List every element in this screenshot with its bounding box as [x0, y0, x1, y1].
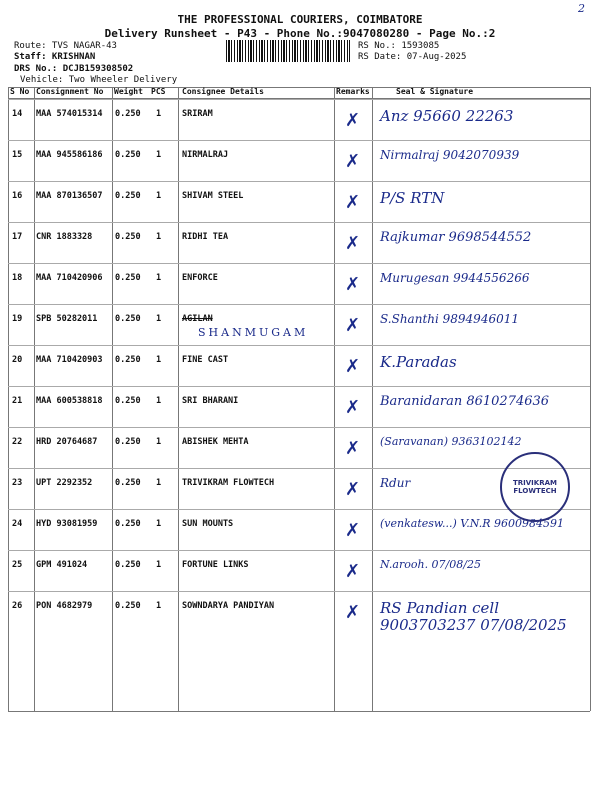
signature: (venkatesw...) V.N.R 9600984591 [380, 517, 564, 530]
cell-pcs: 1 [156, 437, 162, 447]
signature: Murugesan 9944556266 [380, 271, 530, 285]
cell-consignment: HRD 20764687 [36, 437, 98, 447]
remarks-mark-icon: ✗ [345, 561, 361, 582]
cell-weight: 0.250 [115, 560, 141, 570]
cell-consignment: MAA 600538818 [36, 396, 103, 406]
cell-consignment: MAA 945586186 [36, 150, 103, 160]
cell-pcs: 1 [156, 355, 162, 365]
cell-sno: 15 [12, 150, 23, 160]
cell-pcs: 1 [156, 191, 162, 201]
remarks-mark-icon: ✗ [345, 397, 361, 418]
runsheet-subtitle: Delivery Runsheet - P43 - Phone No.:9047080280 - Page No.:2 [104, 27, 496, 40]
cell-consignee: ABISHEK MEHTA [182, 437, 249, 447]
col-sno: S No [10, 87, 30, 96]
table-row [8, 304, 590, 346]
cell-weight: 0.250 [115, 478, 141, 488]
cell-weight: 0.250 [115, 273, 141, 283]
vehicle-label: Vehicle: Two Wheeler Delivery [20, 75, 178, 85]
corner-mark: 2 [578, 2, 585, 15]
cell-consignment: MAA 870136507 [36, 191, 103, 201]
cell-pcs: 1 [156, 150, 162, 160]
signature: Rajkumar 9698544552 [380, 230, 532, 245]
col-pcs: PCS [151, 87, 166, 96]
cell-consignee: SUN MOUNTS [182, 519, 234, 529]
cell-sno: 18 [12, 273, 23, 283]
cell-weight: 0.250 [115, 109, 141, 119]
remarks-mark-icon: ✗ [345, 520, 361, 541]
table-row [8, 386, 590, 428]
signature: RS Pandian cell 9003703237 07/08/2025 [380, 599, 567, 635]
remarks-mark-icon: ✗ [345, 151, 361, 172]
cell-pcs: 1 [156, 560, 162, 570]
cell-consignee: SHIVAM STEEL [182, 191, 244, 201]
cell-pcs: 1 [156, 396, 162, 406]
company-stamp: TRIVIKRAM FLOWTECH [500, 452, 570, 522]
signature: (Saravanan) 9363102142 [380, 435, 522, 448]
cell-consignee: FORTUNE LINKS [182, 560, 249, 570]
cell-pcs: 1 [156, 314, 162, 324]
cell-pcs: 1 [156, 109, 162, 119]
table-row [8, 263, 590, 305]
cell-sno: 16 [12, 191, 23, 201]
cell-weight: 0.250 [115, 191, 141, 201]
staff-label: Staff: KRISHNAN [14, 52, 96, 62]
rs-date: RS Date: 07-Aug-2025 [358, 52, 467, 62]
signature: S.Shanthi 9894946011 [380, 312, 519, 326]
cell-weight: 0.250 [115, 314, 141, 324]
cell-weight: 0.250 [115, 396, 141, 406]
remarks-mark-icon: ✗ [345, 602, 361, 623]
signature: Nirmalraj 9042070939 [380, 148, 520, 162]
cell-consignment: MAA 710420903 [36, 355, 103, 365]
table-row [8, 591, 590, 712]
cell-sno: 20 [12, 355, 23, 365]
cell-sno: 21 [12, 396, 23, 406]
cell-consignment: MAA 710420906 [36, 273, 103, 283]
table-row [8, 509, 590, 551]
cell-consignee: SRIRAM [182, 109, 213, 119]
signature: Baranidaran 8610274636 [380, 394, 550, 409]
cell-weight: 0.250 [115, 519, 141, 529]
cell-consignee: TRIVIKRAM FLOWTECH [182, 478, 275, 488]
cell-weight: 0.250 [115, 232, 141, 242]
cell-consignment: PON 4682979 [36, 601, 93, 611]
cell-sno: 23 [12, 478, 23, 488]
signature: K.Paradas [380, 353, 457, 371]
cell-weight: 0.250 [115, 150, 141, 160]
cell-weight: 0.250 [115, 437, 141, 447]
company-title: THE PROFESSIONAL COURIERS, COIMBATORE [177, 13, 423, 26]
remarks-mark-icon: ✗ [345, 438, 361, 459]
remarks-mark-icon: ✗ [345, 479, 361, 500]
cell-consignment: GPM 491024 [36, 560, 88, 570]
route-label: Route: TVS NAGAR-43 [14, 41, 117, 51]
cell-consignment: SPB 50282011 [36, 314, 98, 324]
cell-consignee: NIRMALRAJ [182, 150, 229, 160]
cell-consignment: MAA 574015314 [36, 109, 103, 119]
cell-weight: 0.250 [115, 601, 141, 611]
cell-pcs: 1 [156, 273, 162, 283]
cell-consignment: HYD 93081959 [36, 519, 98, 529]
cell-sno: 25 [12, 560, 23, 570]
col-weight: Weight [114, 87, 143, 96]
cell-sno: 17 [12, 232, 23, 242]
drs-label: DRS No.: DCJB159308502 [14, 64, 134, 74]
remarks-mark-icon: ✗ [345, 192, 361, 213]
col-consignee: Consignee Details [182, 87, 264, 96]
cell-weight: 0.250 [115, 355, 141, 365]
cell-consignee: ENFORCE [182, 273, 218, 283]
cell-pcs: 1 [156, 232, 162, 242]
cell-pcs: 1 [156, 601, 162, 611]
cell-consignee: RIDHI TEA [182, 232, 229, 242]
cell-sno: 26 [12, 601, 23, 611]
col-remarks: Remarks [336, 87, 370, 96]
table-row [8, 99, 590, 141]
cell-sno: 22 [12, 437, 23, 447]
cell-consignee: FINE CAST [182, 355, 229, 365]
remarks-mark-icon: ✗ [345, 110, 361, 131]
table-row [8, 181, 590, 223]
remarks-mark-icon: ✗ [345, 356, 361, 377]
cell-pcs: 1 [156, 478, 162, 488]
remarks-mark-icon: ✗ [345, 233, 361, 254]
table-row [8, 427, 590, 469]
rs-number: RS No.: 1593085 [358, 41, 440, 51]
row19-handwritten-note: SHANMUGAM [198, 326, 309, 339]
table-row [8, 222, 590, 264]
signature: P/S RTN [380, 189, 445, 207]
col-seal: Seal & Signature [396, 87, 474, 96]
signature: N.arooh. 07/08/25 [380, 558, 481, 571]
cell-consignment: UPT 2292352 [36, 478, 93, 488]
cell-consignee: SOWNDARYA PANDIYAN [182, 601, 275, 611]
cell-pcs: 1 [156, 519, 162, 529]
table-row [8, 140, 590, 182]
col-consignment: Consignment No [36, 87, 104, 96]
cell-sno: 24 [12, 519, 23, 529]
table-row [8, 345, 590, 387]
cell-consignment: CNR 1883328 [36, 232, 93, 242]
cell-sno: 14 [12, 109, 23, 119]
signature: Anz 95660 22263 [380, 107, 514, 125]
remarks-mark-icon: ✗ [345, 315, 361, 336]
barcode [226, 40, 350, 62]
cell-sno: 19 [12, 314, 23, 324]
table-row [8, 550, 590, 592]
remarks-mark-icon: ✗ [345, 274, 361, 295]
cell-consignee: AGILAN [182, 314, 213, 324]
signature: Rdur [380, 476, 411, 490]
cell-consignee: SRI BHARANI [182, 396, 239, 406]
